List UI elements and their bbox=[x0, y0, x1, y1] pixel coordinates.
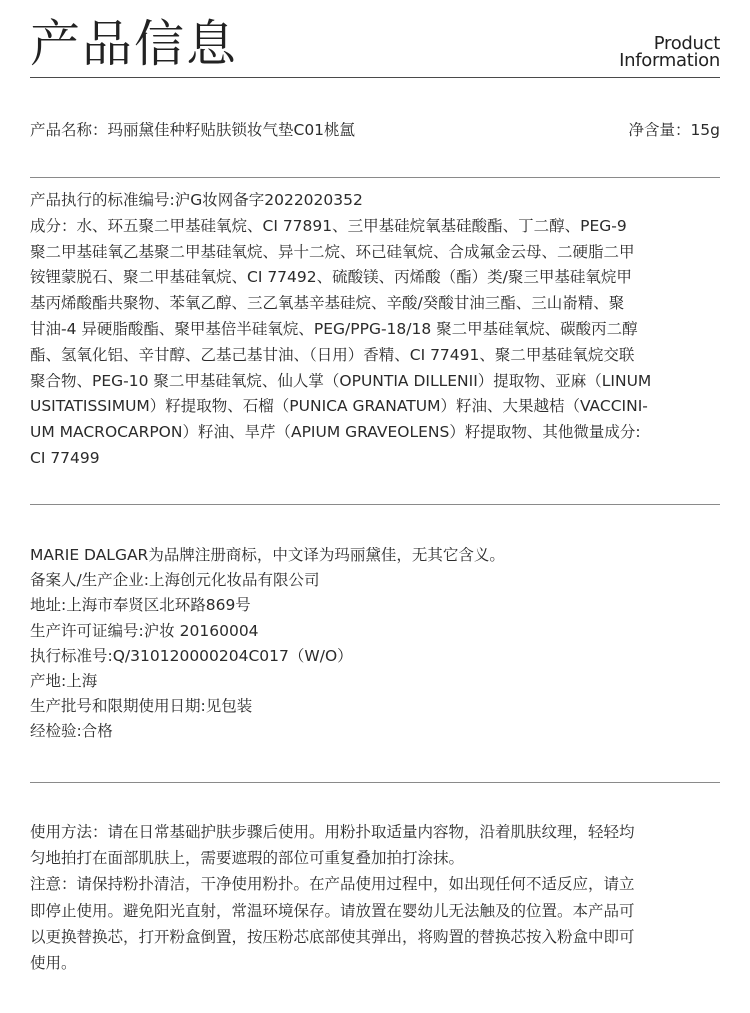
ingredients-line: 铵锂蒙脱石、聚二甲基硅氧烷、CI 77492、硫酸镁、丙烯酸（酯）类/聚三甲基硅氧烷甲 bbox=[30, 268, 632, 287]
ingredients-line: 聚二甲基硅氧乙基聚二甲基硅氧烷、异十二烷、环己硅氧烷、合成氟金云母、二硬脂二甲 bbox=[30, 242, 635, 261]
company-line: 生产批号和限期使用日期:见包装 bbox=[30, 697, 253, 716]
product-info-page bbox=[30, 0, 720, 1013]
company-line: 备案人/生产企业:上海创元化妆品有限公司 bbox=[30, 571, 320, 590]
page-title-english-line-1: Product bbox=[653, 33, 720, 54]
ingredients-line: UM MACROCARPON）籽油、旱芹（APIUM GRAVEOLENS）籽提取物、其他微量成分: bbox=[30, 423, 641, 442]
ingredients-section bbox=[30, 188, 720, 472]
company-section bbox=[30, 543, 720, 745]
page-header bbox=[30, 0, 720, 78]
section-divider-1 bbox=[30, 177, 720, 178]
page-title-english bbox=[619, 35, 720, 69]
company-line: 地址:上海市奉贤区北环路869号 bbox=[30, 596, 251, 615]
usage-line: 以更换替换芯，打开粉盒倒置，按压粉芯底部使其弹出，将购置的替换芯按入粉盒中即可 bbox=[30, 927, 635, 946]
usage-line: 使用。 bbox=[30, 953, 77, 972]
usage-section bbox=[30, 819, 720, 976]
ingredients-line: 甘油-4 异硬脂酸酯、聚甲基倍半硅氧烷、PEG/PPG-18/18 聚二甲基硅氧烷、碳酸丙二醇 bbox=[30, 319, 638, 338]
header-divider bbox=[30, 77, 720, 78]
usage-line: 即停止使用。避免阳光直射，常温环境保存。请放置在婴幼儿无法触及的位置。本产品可 bbox=[30, 901, 635, 920]
section-divider-2 bbox=[30, 504, 720, 505]
company-line: 产地:上海 bbox=[30, 671, 98, 690]
usage-line: 注意：请保持粉扑清洁，干净使用粉扑。在产品使用过程中，如出现任何不适反应，请立 bbox=[30, 875, 635, 894]
ingredients-line: 产品执行的标准编号:沪G妆网备字2022020352 bbox=[30, 191, 363, 209]
page-title-english-line-2: Information bbox=[619, 50, 720, 71]
page-title: 产品信息 bbox=[30, 15, 238, 73]
ingredients-line: USITATISSIMUM）籽提取物、石榴（PUNICA GRANATUM）籽油、大果越桔（VACCINI- bbox=[30, 397, 648, 416]
company-line: 经检验:合格 bbox=[30, 722, 113, 741]
ingredients-line: 酯、氢氧化铝、辛甘醇、乙基己基甘油、（日用）香精、CI 77491、聚二甲基硅氧烷交联 bbox=[30, 345, 635, 364]
ingredients-line: 聚合物、PEG-10 聚二甲基硅氧烷、仙人掌（OPUNTIA DILLENII）提取物、亚麻（LINUM bbox=[30, 371, 652, 390]
section-divider-3 bbox=[30, 782, 720, 783]
ingredients-line: 成分：水、环五聚二甲基硅氧烷、CI 77891、三甲基硅烷氧基硅酸酯、丁二醇、PEG-9 bbox=[30, 216, 627, 235]
company-line: 生产许可证编号:沪妆 20160004 bbox=[30, 621, 259, 640]
net-content: 净含量：15g bbox=[628, 121, 720, 139]
company-line: MARIE DALGAR为品牌注册商标，中文译为玛丽黛佳，无其它含义。 bbox=[30, 546, 505, 564]
product-name: 产品名称：玛丽黛佳种籽贴肤锁妆气垫C01桃氲 bbox=[30, 121, 356, 139]
usage-line: 匀地拍打在面部肌肤上，需要遮瑕的部位可重复叠加拍打涂抹。 bbox=[30, 849, 465, 868]
ingredients-line: 基丙烯酸酯共聚物、苯氧乙醇、三乙氧基辛基硅烷、辛酸/癸酸甘油三酯、三山嵛精、聚 bbox=[30, 294, 625, 313]
company-line: 执行标准号:Q/310120000204C017（W/O） bbox=[30, 646, 353, 665]
usage-line: 使用方法：请在日常基础护肤步骤后使用。用粉扑取适量内容物，沿着肌肤纹理，轻轻均 bbox=[30, 823, 635, 841]
ingredients-line: CI 77499 bbox=[30, 448, 100, 467]
